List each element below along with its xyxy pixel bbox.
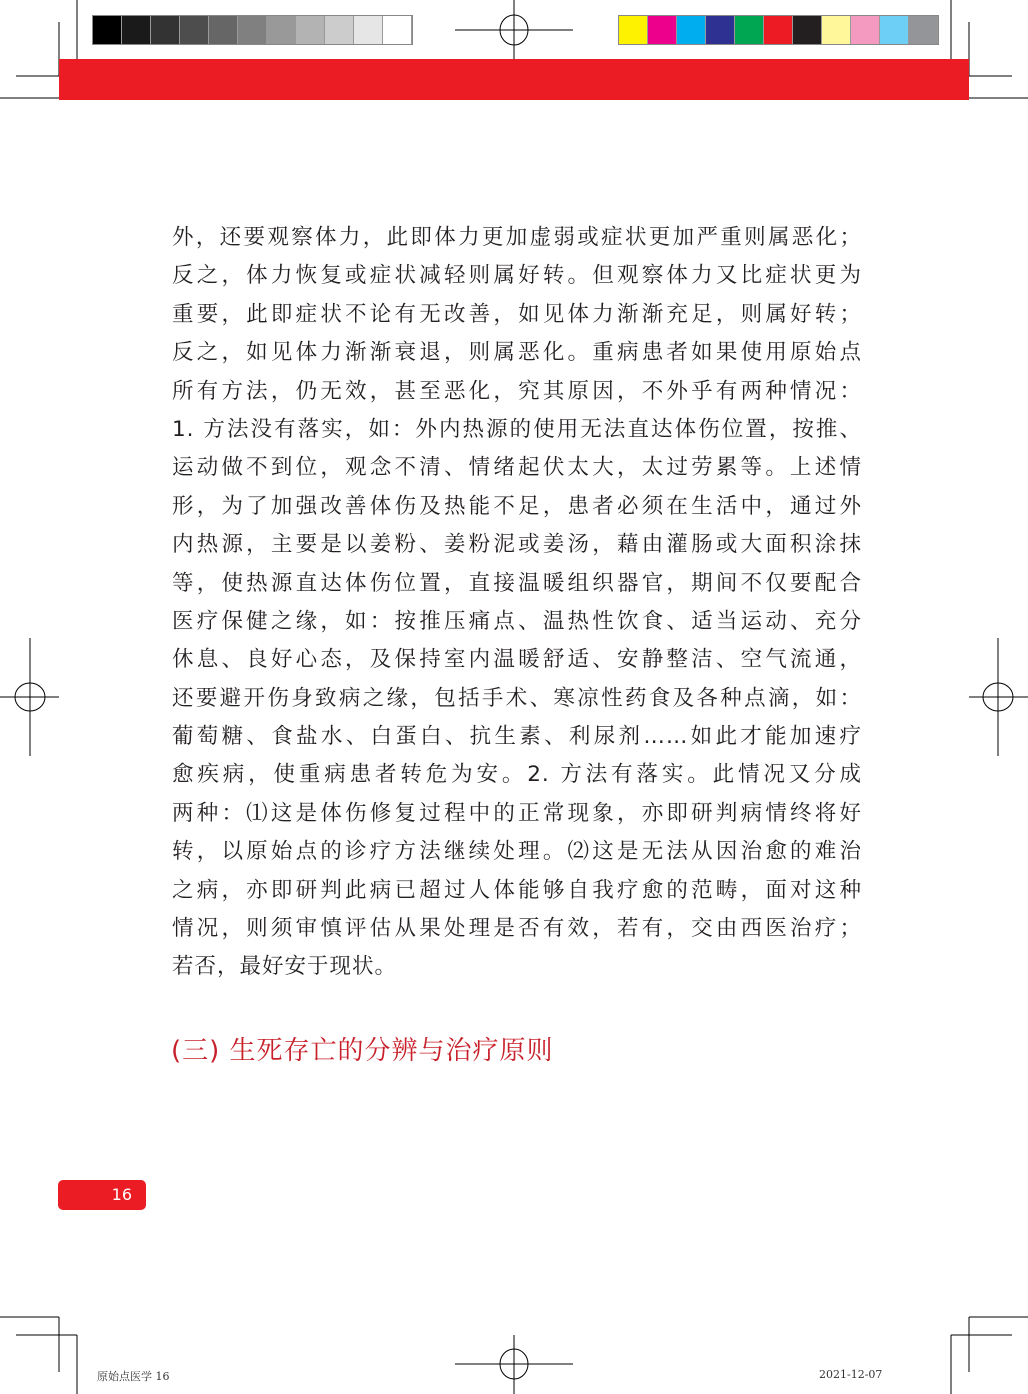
- registration-target-left: [0, 638, 59, 756]
- text-line: 所有方法，仍无效，甚至恶化，究其原因，不外乎有两种情况：: [172, 378, 862, 404]
- crop-mark-bottom-right: [951, 1317, 1028, 1394]
- text-line: 反之，体力恢复或症状减轻则属好转。但观察体力又比症状更为: [172, 263, 862, 289]
- page-number-badge: 16: [58, 1180, 146, 1210]
- color-swatch: [209, 16, 238, 44]
- cmyk-color-bar: [618, 15, 939, 45]
- color-swatch: [180, 16, 209, 44]
- color-swatch: [880, 16, 909, 44]
- color-swatch: [851, 16, 880, 44]
- color-swatch: [354, 16, 383, 44]
- text-line: 运动做不到位，观念不清、情绪起伏太大，太过劳累等。上述情: [172, 455, 862, 481]
- footer-date: 2021-12-07: [819, 1368, 883, 1381]
- color-swatch: [122, 16, 151, 44]
- color-swatch: [151, 16, 180, 44]
- text-line: 外，还要观察体力，此即体力更加虚弱或症状更加严重则属恶化；: [172, 225, 862, 250]
- section-heading: (三) 生死存亡的分辨与治疗原则: [171, 1036, 554, 1066]
- color-swatch: [296, 16, 325, 44]
- color-swatch: [793, 16, 822, 44]
- text-line: 葡萄糖、食盐水、白蛋白、抗生素、利尿剂……如此才能加速疗: [172, 724, 862, 750]
- color-swatch: [267, 16, 296, 44]
- color-swatch: [909, 16, 938, 44]
- registration-target-bottom: [455, 1335, 573, 1394]
- color-swatch: [822, 16, 851, 44]
- color-swatch: [619, 16, 648, 44]
- color-swatch: [706, 16, 735, 44]
- color-swatch: [238, 16, 267, 44]
- body-paragraph: [172, 219, 862, 987]
- header-red-band: [59, 59, 969, 100]
- registration-target-right: [969, 638, 1028, 756]
- color-swatch: [735, 16, 764, 44]
- grayscale-color-bar: [92, 15, 413, 45]
- color-swatch: [93, 16, 122, 44]
- text-line: 重要，此即症状不论有无改善，如见体力渐渐充足，则属好转；: [172, 301, 862, 327]
- registration-target-top: [455, 0, 573, 59]
- text-line: 1. 方法没有落实，如：外内热源的使用无法直达体伤位置，按推、: [172, 416, 862, 442]
- footer-left-label: 原始点医学 16: [97, 1370, 170, 1383]
- text-line: 情况，则须审慎评估从果处理是否有效，若有，交由西医治疗；: [172, 916, 862, 942]
- text-line: 形，为了加强改善体伤及热能不足，患者必须在生活中，通过外: [172, 493, 862, 519]
- color-swatch: [764, 16, 793, 44]
- text-line: 等，使热源直达体伤位置，直接温暖组织器官，期间不仅要配合: [172, 570, 862, 596]
- text-line: 转，以原始点的诊疗方法继续处理。⑵这是无法从因治愈的难治: [172, 839, 862, 865]
- color-swatch: [677, 16, 706, 44]
- text-line: 还要避开伤身致病之缘，包括手术、寒凉性药食及各种点滴，如：: [172, 685, 862, 711]
- color-swatch: [648, 16, 677, 44]
- color-swatch: [325, 16, 354, 44]
- text-line: 两种：⑴这是体伤修复过程中的正常现象，亦即研判病情终将好: [172, 800, 862, 826]
- text-line: 医疗保健之缘，如：按推压痛点、温热性饮食、适当运动、充分: [172, 608, 862, 634]
- text-line: 休息、良好心态，及保持室内温暖舒适、安静整洁、空气流通，: [172, 647, 862, 673]
- color-swatch: [383, 16, 412, 44]
- text-line: 内热源，主要是以姜粉、姜粉泥或姜汤，藉由灌肠或大面积涂抹: [172, 532, 862, 558]
- text-line: 之病，亦即研判此病已超过人体能够自我疗愈的范畴，面对这种: [172, 877, 862, 903]
- crop-mark-bottom-left: [0, 1317, 77, 1394]
- text-line: 若否，最好安于现状。: [172, 954, 398, 980]
- text-line: 愈疾病，使重病患者转危为安。2. 方法有落实。此情况又分成: [172, 762, 862, 788]
- text-line: 反之，如见体力渐渐衰退，则属恶化。重病患者如果使用原始点: [172, 340, 862, 366]
